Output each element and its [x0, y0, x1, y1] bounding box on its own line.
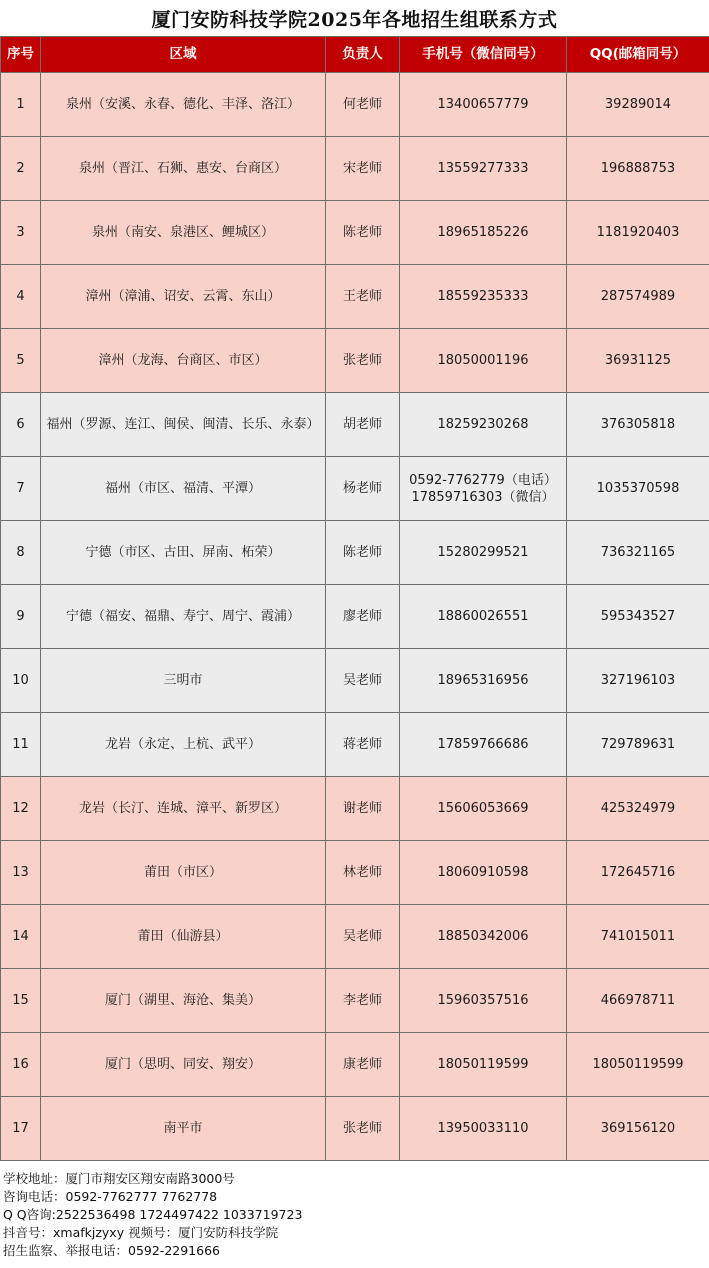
row-qq: 369156120: [567, 1097, 709, 1161]
table-row: [1, 585, 709, 649]
header-phone: 手机号（微信同号）: [400, 37, 567, 73]
row-index: 13: [1, 841, 41, 905]
row-phone: 13950033110: [400, 1097, 567, 1161]
row-contact: 张老师: [326, 329, 400, 393]
row-contact: 陈老师: [326, 521, 400, 585]
row-index: 16: [1, 1033, 41, 1097]
footer-info: [3, 1170, 703, 1260]
row-region: 泉州（安溪、永春、德化、丰泽、洛江）: [41, 73, 326, 137]
row-contact: 吴老师: [326, 649, 400, 713]
row-contact: 李老师: [326, 969, 400, 1033]
row-phone: 18850342006: [400, 905, 567, 969]
footer-hotline: 咨询电话：0592-7762777 7762778: [3, 1189, 218, 1204]
row-qq: 36931125: [567, 329, 709, 393]
row-qq: 196888753: [567, 137, 709, 201]
footer-address: 学校地址：厦门市翔安区翔安南路3000号: [3, 1171, 235, 1186]
row-index: 17: [1, 1097, 41, 1161]
table-row: [1, 1033, 709, 1097]
row-phone: 18060910598: [400, 841, 567, 905]
row-phone: 13559277333: [400, 137, 567, 201]
row-index: 5: [1, 329, 41, 393]
table-row: [1, 777, 709, 841]
row-index: 10: [1, 649, 41, 713]
row-qq: 466978711: [567, 969, 709, 1033]
footer-supervision: 招生监察、举报电话：0592-2291666: [3, 1243, 220, 1258]
row-region: 龙岩（永定、上杭、武平）: [41, 713, 326, 777]
row-qq: 376305818: [567, 393, 709, 457]
row-index: 12: [1, 777, 41, 841]
table-row: [1, 1097, 709, 1161]
table-row: [1, 521, 709, 585]
table-row: [1, 969, 709, 1033]
contacts-table: [0, 36, 709, 1161]
row-region: 龙岩（长汀、连城、漳平、新罗区）: [41, 777, 326, 841]
row-contact: 谢老师: [326, 777, 400, 841]
row-phone-line: 17859716303（微信）: [411, 489, 555, 505]
row-contact: 陈老师: [326, 201, 400, 265]
table-row: [1, 713, 709, 777]
page-title: 厦门安防科技学院2025年各地招生组联系方式: [151, 8, 558, 31]
row-phone-line: 0592-7762779（电话）: [409, 472, 557, 488]
table-row: [1, 393, 709, 457]
row-contact: 吴老师: [326, 905, 400, 969]
row-contact: 林老师: [326, 841, 400, 905]
row-index: 6: [1, 393, 41, 457]
table-row: [1, 201, 709, 265]
row-contact: 蒋老师: [326, 713, 400, 777]
header-index: 序号: [1, 37, 41, 73]
row-index: 15: [1, 969, 41, 1033]
row-contact: 张老师: [326, 1097, 400, 1161]
row-index: 4: [1, 265, 41, 329]
row-phone: 18050119599: [400, 1033, 567, 1097]
row-region: 福州（市区、福清、平潭）: [41, 457, 326, 521]
row-region: 漳州（漳浦、诏安、云霄、东山）: [41, 265, 326, 329]
row-index: 14: [1, 905, 41, 969]
row-qq: 741015011: [567, 905, 709, 969]
row-phone: 18965185226: [400, 201, 567, 265]
row-phone: 18259230268: [400, 393, 567, 457]
row-region: 厦门（思明、同安、翔安）: [41, 1033, 326, 1097]
table-row: [1, 137, 709, 201]
row-region: 厦门（湖里、海沧、集美）: [41, 969, 326, 1033]
header-region: 区域: [41, 37, 326, 73]
header-qq: QQ(邮箱同号）: [567, 37, 709, 73]
row-region: 三明市: [41, 649, 326, 713]
row-region: 福州（罗源、连江、闽侯、闽清、长乐、永泰）: [41, 393, 326, 457]
row-contact: 胡老师: [326, 393, 400, 457]
row-phone: 18559235333: [400, 265, 567, 329]
row-phone: 18050001196: [400, 329, 567, 393]
row-qq: 736321165: [567, 521, 709, 585]
row-index: 3: [1, 201, 41, 265]
table-row: [1, 73, 709, 137]
row-index: 11: [1, 713, 41, 777]
row-contact: 何老师: [326, 73, 400, 137]
header-contact: 负责人: [326, 37, 400, 73]
row-phone: 15606053669: [400, 777, 567, 841]
row-phone: 17859766686: [400, 713, 567, 777]
row-qq: 39289014: [567, 73, 709, 137]
table-row: [1, 329, 709, 393]
row-qq: 729789631: [567, 713, 709, 777]
footer-qq: Q Q咨询:2522536498 1724497422 1033719723: [3, 1207, 303, 1222]
row-region: 莆田（仙游县）: [41, 905, 326, 969]
row-region: 漳州（龙海、台商区、市区）: [41, 329, 326, 393]
row-phone: 18965316956: [400, 649, 567, 713]
row-qq: 18050119599: [567, 1033, 709, 1097]
row-region: 南平市: [41, 1097, 326, 1161]
row-index: 9: [1, 585, 41, 649]
row-region: 泉州（晋江、石狮、惠安、台商区）: [41, 137, 326, 201]
table-row: [1, 841, 709, 905]
row-phone: [400, 457, 567, 521]
row-contact: 杨老师: [326, 457, 400, 521]
row-qq: 172645716: [567, 841, 709, 905]
row-qq: 595343527: [567, 585, 709, 649]
table-row: [1, 457, 709, 521]
row-region: 宁德（福安、福鼎、寿宁、周宁、霞浦）: [41, 585, 326, 649]
row-region: 宁德（市区、古田、屏南、柘荣）: [41, 521, 326, 585]
row-contact: 康老师: [326, 1033, 400, 1097]
footer-social: 抖音号：xmafkjzyxy 视频号：厦门安防科技学院: [3, 1225, 279, 1240]
row-qq: 1181920403: [567, 201, 709, 265]
row-phone: 18860026551: [400, 585, 567, 649]
table-header-row: [1, 37, 709, 73]
table-row: [1, 265, 709, 329]
row-contact: 宋老师: [326, 137, 400, 201]
row-region: 泉州（南安、泉港区、鲤城区）: [41, 201, 326, 265]
row-qq: 425324979: [567, 777, 709, 841]
row-index: 7: [1, 457, 41, 521]
row-contact: 廖老师: [326, 585, 400, 649]
table-row: [1, 649, 709, 713]
row-qq: 327196103: [567, 649, 709, 713]
row-index: 1: [1, 73, 41, 137]
row-phone: 15280299521: [400, 521, 567, 585]
row-index: 2: [1, 137, 41, 201]
row-contact: 王老师: [326, 265, 400, 329]
row-qq: 287574989: [567, 265, 709, 329]
row-index: 8: [1, 521, 41, 585]
table-row: [1, 905, 709, 969]
row-phone: 13400657779: [400, 73, 567, 137]
row-qq: 1035370598: [567, 457, 709, 521]
row-region: 莆田（市区）: [41, 841, 326, 905]
row-phone: 15960357516: [400, 969, 567, 1033]
